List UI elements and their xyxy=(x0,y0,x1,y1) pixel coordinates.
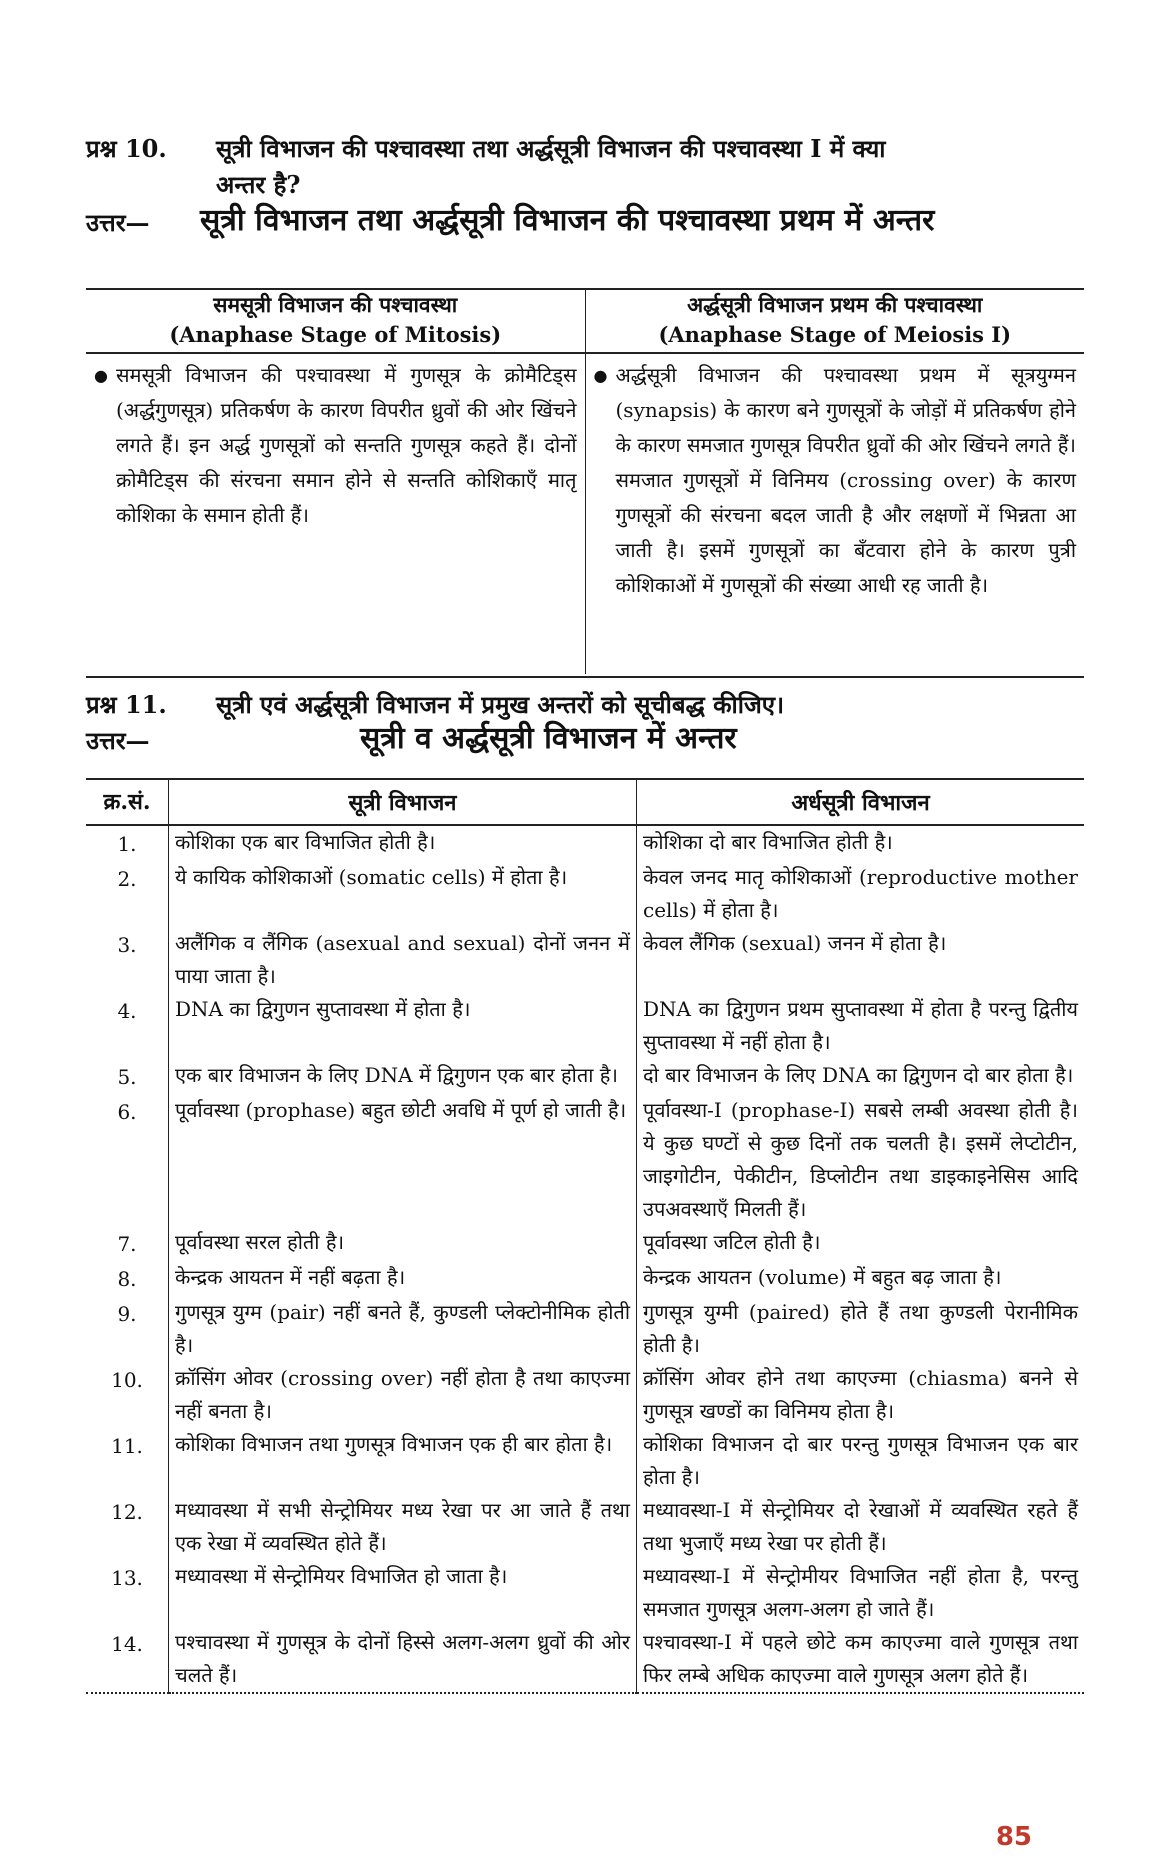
table-row xyxy=(86,861,1084,927)
row-number: 9. xyxy=(86,1296,169,1362)
table-row xyxy=(86,993,1084,1059)
answer-11-label: उत्तर— xyxy=(86,726,150,755)
row-number: 10. xyxy=(86,1362,169,1428)
page-number: 85 xyxy=(995,1822,1032,1852)
mitosis-meiosis-differences-table xyxy=(86,778,1084,1694)
row-number: 5. xyxy=(86,1059,169,1094)
table-row xyxy=(86,1494,1084,1560)
table-row xyxy=(86,1094,1084,1226)
row-number: 8. xyxy=(86,1261,169,1296)
mitosis-cell: गुणसूत्र युग्म (pair) नहीं बनते हैं, कुण्डली प्लेक्टोनीमिक होती है। xyxy=(169,1296,637,1362)
table-row xyxy=(86,1626,1084,1693)
meiosis-cell: केवल लैंगिक (sexual) जनन में होता है। xyxy=(643,931,947,955)
anaphase-comparison-table xyxy=(86,288,1084,674)
row-number: 6. xyxy=(86,1094,169,1226)
meiosis-cell: DNA का द्विगुणन प्रथम सुप्तावस्था में होता है परन्तु द्वितीय सुप्तावस्था में नहीं होता है। xyxy=(643,997,1078,1054)
table-row xyxy=(86,825,1084,861)
meiosis-cell: पश्चावस्था-I में पहले छोटे कम काएज्मा वाले गुणसूत्र तथा फिर लम्बे अधिक काएज्मा वाले गुणसूत्र अलग होते हैं। xyxy=(637,1626,1085,1693)
meiosis-anaphase-header xyxy=(585,288,1084,353)
meiosis-cell: केवल जनद मातृ कोशिकाओं (reproductive mother cells) में होता है। xyxy=(643,865,1078,922)
meiosis-header-english: (Anaphase Stage of Meiosis I) xyxy=(658,322,1012,347)
table-row xyxy=(86,1226,1084,1261)
table-row xyxy=(86,1560,1084,1626)
question-10-text: सूत्री विभाजन की पश्चावस्था तथा अर्द्धसूत्री विभाजन की पश्चावस्था I में क्या xyxy=(216,134,886,163)
row-number: 14. xyxy=(86,1626,169,1693)
table-1-bottom-rule xyxy=(86,676,1084,678)
table-row xyxy=(86,1296,1084,1362)
table-row xyxy=(86,1428,1084,1494)
table-header-row xyxy=(86,779,1084,825)
table-row xyxy=(86,1261,1084,1296)
meiosis-cell: कोशिका विभाजन दो बार परन्तु गुणसूत्र विभाजन एक बार होता है। xyxy=(643,1432,1078,1489)
table-row xyxy=(86,1362,1084,1428)
meiosis-cell: पूर्वावस्था जटिल होती है। xyxy=(643,1230,821,1254)
row-number: 12. xyxy=(86,1494,169,1560)
bullet-icon: ● xyxy=(94,366,108,385)
meiosis-cell: दो बार विभाजन के लिए DNA का द्विगुणन दो बार होता है। xyxy=(643,1063,1074,1087)
answer-10-title: सूत्री विभाजन तथा अर्द्धसूत्री विभाजन की पश्चावस्था प्रथम में अन्तर xyxy=(200,203,935,238)
question-11-text: सूत्री एवं अर्द्धसूत्री विभाजन में प्रमुख अन्तरों को सूचीबद्ध कीजिए। xyxy=(216,690,785,719)
mitosis-cell: एक बार विभाजन के लिए DNA में द्विगुणन एक बार होता है। xyxy=(169,1059,637,1094)
mitosis-cell: कोशिका विभाजन तथा गुणसूत्र विभाजन एक ही बार होता है। xyxy=(169,1428,637,1494)
meiosis-cell: कोशिका दो बार विभाजित होती है। xyxy=(643,830,893,854)
meiosis-cell: केन्द्रक आयतन (volume) में बहुत बढ़ जाता है। xyxy=(643,1265,1002,1289)
meiosis-anaphase-text: अर्द्धसूत्री विभाजन की पश्चावस्था प्रथम में सूत्रयुग्मन (synapsis) के कारण बने गुणसूत्रों के जोड़ों में प्रतिकर्षण होने के कारण समजात गुणसूत्र विपरीत ध्रुवों की ओर खिंचने लगते हैं। समजात गुणसूत्रों में विनिमय (crossing over) के कारण गुणसूत्रों की संरचना बदल जाती है और लक्षणों में भिन्नता आ जाती है। इसमें गुणसूत्रों का बँटवारा होने के कारण पुत्री कोशिकाओं में गुणसूत्रों की संख्या आधी रह जाती है। xyxy=(615,363,1076,597)
serial-number-header: क्र.सं. xyxy=(86,779,169,825)
mitosis-cell: पश्चावस्था में गुणसूत्र के दोनों हिस्से अलग-अलग ध्रुवों की ओर चलते हैं। xyxy=(169,1626,637,1693)
question-10 xyxy=(86,132,1086,166)
meiosis-cell: मध्यावस्था-I में सेन्ट्रोमियर दो रेखाओं में व्यवस्थित रहते हैं तथा भुजाएँ मध्य रेखा पर होती हैं। xyxy=(643,1498,1078,1555)
mitosis-header: सूत्री विभाजन xyxy=(169,779,637,825)
mitosis-cell: कोशिका एक बार विभाजित होती है। xyxy=(169,825,637,861)
table-row xyxy=(86,1059,1084,1094)
row-number: 7. xyxy=(86,1226,169,1261)
mitosis-cell: मध्यावस्था में सभी सेन्ट्रोमियर मध्य रेखा पर आ जाते हैं तथा एक रेखा में व्यवस्थित होते हैं। xyxy=(169,1494,637,1560)
answer-10-label: उत्तर— xyxy=(86,208,150,237)
mitosis-cell: DNA का द्विगुणन सुप्तावस्था में होता है। xyxy=(169,993,637,1059)
question-11-label: प्रश्न 11. xyxy=(86,690,167,719)
bullet-icon: ● xyxy=(593,366,608,385)
mitosis-cell: अलैंगिक व लैंगिक (asexual and sexual) दोनों जनन में पाया जाता है। xyxy=(169,927,637,993)
meiosis-cell: पूर्वावस्था-I (prophase-I) सबसे लम्बी अवस्था होती है। ये कुछ घण्टों से कुछ दिनों तक चलती है। इसमें लेप्टोटीन, जाइगोटीन, पेकीटीन, डिप्लोटीन तथा डाइकाइनेसिस आदि उपअवस्थाएँ मिलती हैं। xyxy=(643,1098,1078,1221)
mitosis-header-english: (Anaphase Stage of Mitosis) xyxy=(169,322,502,347)
mitosis-cell: पूर्वावस्था (prophase) बहुत छोटी अवधि में पूर्ण हो जाती है। xyxy=(169,1094,637,1226)
row-number: 3. xyxy=(86,927,169,993)
meiosis-cell: गुणसूत्र युग्मी (paired) होते हैं तथा कुण्डली पेरानीमिक होती है। xyxy=(643,1300,1078,1357)
row-number: 4. xyxy=(86,993,169,1059)
row-number: 1. xyxy=(86,825,169,861)
table-content-row xyxy=(86,353,1084,674)
mitosis-header-hindi: समसूत्री विभाजन की पश्चावस्था xyxy=(213,292,458,317)
row-number: 11. xyxy=(86,1428,169,1494)
meiosis-header: अर्धसूत्री विभाजन xyxy=(637,779,1085,825)
meiosis-cell: क्रॉसिंग ओवर होने तथा काएज्मा (chiasma) बनने से गुणसूत्र खण्डों का विनिमय होता है। xyxy=(643,1366,1078,1423)
meiosis-header-hindi: अर्द्धसूत्री विभाजन प्रथम की पश्चावस्था xyxy=(687,292,983,317)
meiosis-anaphase-cell xyxy=(585,353,1084,674)
mitosis-anaphase-header xyxy=(86,288,585,353)
mitosis-cell: क्रॉसिंग ओवर (crossing over) नहीं होता है तथा काएज्मा नहीं बनता है। xyxy=(169,1362,637,1428)
meiosis-cell: मध्यावस्था-I में सेन्ट्रोमीयर विभाजित नहीं होता है, परन्तु समजात गुणसूत्र अलग-अलग हो जाते हैं। xyxy=(643,1564,1078,1621)
mitosis-cell: ये कायिक कोशिकाओं (somatic cells) में होता है। xyxy=(169,861,637,927)
answer-11-title: सूत्री व अर्द्धसूत्री विभाजन में अन्तर xyxy=(360,721,737,756)
row-number: 2. xyxy=(86,861,169,927)
row-number: 13. xyxy=(86,1560,169,1626)
question-10-label: प्रश्न 10. xyxy=(86,134,167,163)
mitosis-cell: पूर्वावस्था सरल होती है। xyxy=(169,1226,637,1261)
table-header-row xyxy=(86,288,1084,353)
mitosis-anaphase-cell xyxy=(86,353,585,674)
question-10-text-continued: अन्तर है? xyxy=(216,170,301,199)
mitosis-cell: मध्यावस्था में सेन्ट्रोमियर विभाजित हो जाता है। xyxy=(169,1560,637,1626)
mitosis-cell: केन्द्रक आयतन में नहीं बढ़ता है। xyxy=(169,1261,637,1296)
table-row xyxy=(86,927,1084,993)
mitosis-anaphase-text: समसूत्री विभाजन की पश्चावस्था में गुणसूत्र के क्रोमैटिड्स (अर्द्धगुणसूत्र) प्रतिकर्षण के कारण विपरीत ध्रुवों की ओर खिंचने लगते हैं। इन अर्द्ध गुणसूत्रों को सन्तति गुणसूत्र कहते हैं। दोनों क्रोमैटिड्स की संरचना समान होने से सन्तति कोशिकाएँ मातृ कोशिका के समान होती हैं। xyxy=(116,363,577,527)
